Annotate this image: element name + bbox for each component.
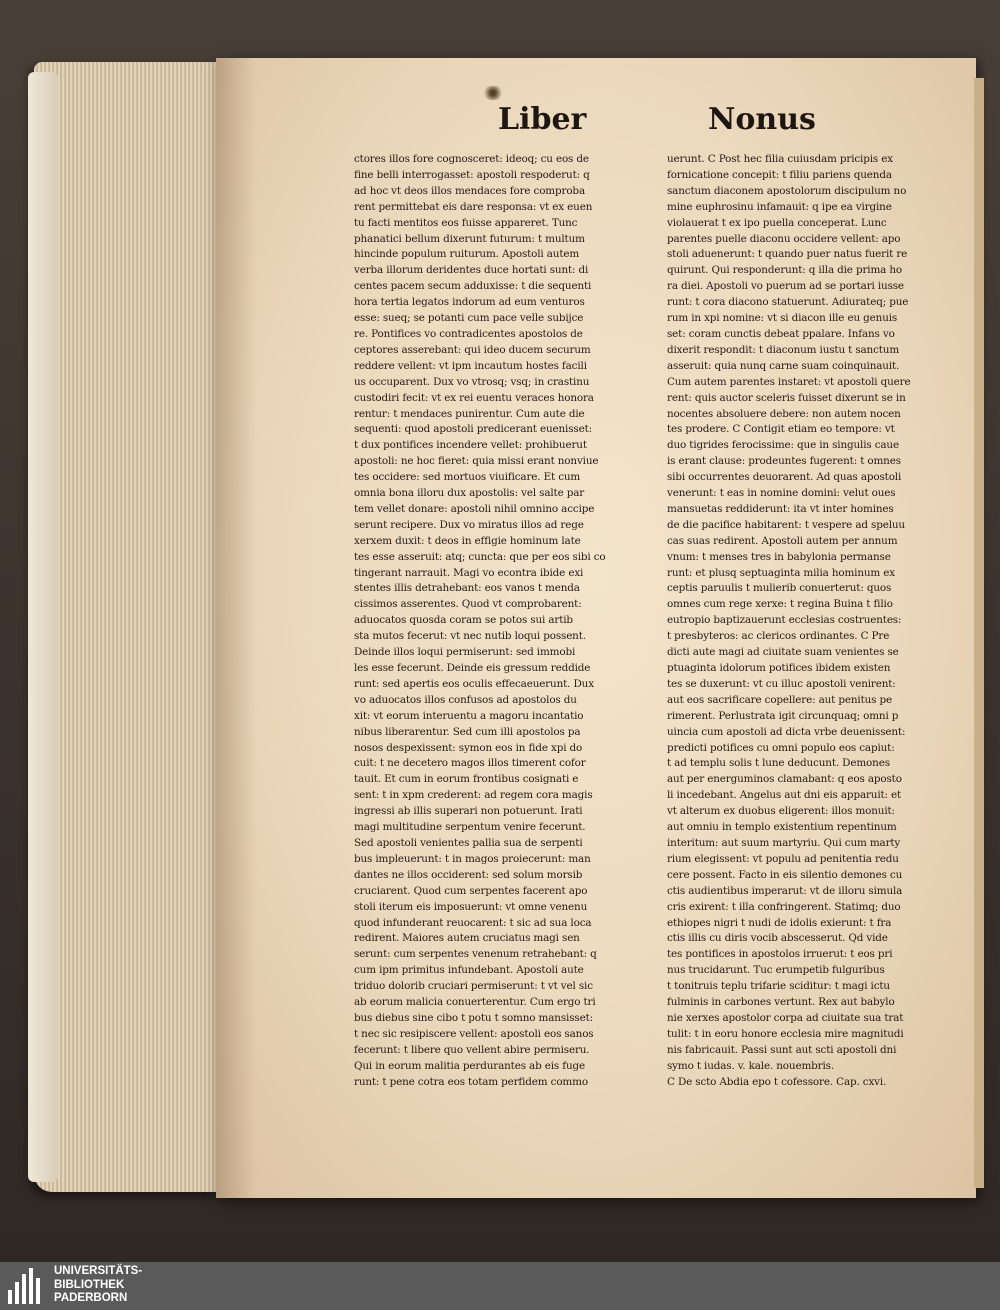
text-line: venerunt: t eas in nomine domini: velut oues: [667, 487, 896, 500]
text-line: Cum autem parentes instaret: vt apostoli quere: [667, 375, 911, 388]
text-line: t presbyteros: ac clericos ordinantes. C Pre: [667, 630, 890, 643]
text-line: tes esse asseruit: atq; cuncta: que per eos sibi co: [354, 550, 606, 563]
text-line: symo t iudas. v. kale. nouembris.: [667, 1059, 834, 1072]
text-line: cum ipm primitus infundebant. Apostoli aute: [354, 964, 584, 977]
library-logo-icon: [8, 1268, 46, 1304]
text-line: cissimos asserentes. Quod vt comprobarent:: [354, 598, 582, 611]
text-line: interitum: aut suum martyriu. Qui cum marty: [667, 836, 901, 849]
text-line: hincinde populum ruiturum. Apostoli autem: [354, 248, 580, 261]
text-line: hora tertia legatos indorum ad eum venturos: [354, 296, 585, 309]
text-line: apostoli: ne hoc fieret: quia missi erant nonviue: [354, 455, 599, 468]
text-column-right: [667, 152, 967, 1090]
text-line: tes pontifices in apostolos irruerut: t eos pri: [667, 948, 893, 961]
text-line: omnia bona illoru dux apostolis: vel salte par: [354, 487, 585, 500]
text-line: runt: sed apertis eos oculis effecaeuerunt. Dux: [354, 677, 594, 690]
text-line: tulit: t in eoru honore ecclesia mire magnitudi: [667, 1027, 904, 1040]
text-line: Sed apostoli venientes pallia sua de serpenti: [354, 836, 583, 849]
text-line: tauit. Et cum in eorum frontibus cosignati e: [354, 773, 579, 786]
text-line: bus impleuerunt: t in magos proiecerunt: man: [354, 852, 591, 865]
text-line: vnum: t menses tres in babylonia permanse: [667, 550, 891, 563]
text-line: rentur: t mendaces punirentur. Cum aute die: [354, 407, 585, 420]
text-line: ceptores asserebant: qui ideo ducem securum: [354, 343, 591, 356]
text-line: cris exirent: t illa confringerent. Statimq; duo: [667, 900, 901, 913]
text-line: C De scto Abdia epo t cofessore. Cap. cxvi.: [667, 1075, 887, 1088]
text-line: cruciarent. Quod cum serpentes facerent apo: [354, 884, 588, 897]
text-line: ctores illos fore cognosceret: ideoq; cu eos de: [354, 153, 589, 165]
text-line: re. Pontifices vo contradicentes apostolos de: [354, 327, 583, 340]
text-line: t nec sic resipiscere vellent: apostoli eos sanos: [354, 1027, 594, 1040]
text-line: dantes ne illos occiderent: sed solum morsib: [354, 868, 583, 881]
text-line: Qui in eorum malitia perdurantes ab eis fuge: [354, 1059, 585, 1072]
text-line: xit: vt eorum interuentu a magoru incantatio: [354, 709, 584, 722]
text-line: centes pacem secum adduxisse: t die sequenti: [354, 280, 592, 293]
logo-line-2: BIBLIOTHEK: [54, 1278, 125, 1291]
text-line: t tonitruis teplu trifarie sciditur: t magi ictu: [667, 980, 890, 993]
text-line: us occuparent. Dux vo vtrosq; vsq; in crastinu: [354, 375, 590, 388]
text-line: is erant clause: prodeuntes fugerent: t omnes: [667, 455, 901, 468]
text-line: triduo dolorib cruciari permiserunt: t vt vel sic: [354, 980, 593, 993]
text-line: nibus liberarentur. Sed cum illi apostolos pa: [354, 725, 581, 738]
logo-line-3: PADERBORN: [54, 1292, 128, 1304]
text-line: rent permittebat eis dare responsa: vt ex euen: [354, 200, 593, 213]
text-line: omnes cum rege xerxe: t regina Buina t filio: [667, 598, 893, 611]
text-line: cas suas redirent. Apostoli autem per annum: [667, 534, 898, 547]
text-line: aut eos sacrificare copellere: aut penitus pe: [667, 693, 892, 706]
text-line: runt: t pene cotra eos totam perfidem commo: [354, 1075, 588, 1088]
text-line: ab eorum malicia conuerterentur. Cum ergo tri: [354, 996, 596, 1009]
library-footer: [0, 1262, 1000, 1310]
text-line: rent: quis auctor sceleris fuisset dixerunt se in: [667, 391, 906, 404]
text-line: cuit: t ne decetero magos illos timerent cofor: [354, 757, 586, 770]
ink-blot: [482, 86, 504, 100]
text-line: tu facti mentitos eos fuisse appareret. Tunc: [354, 216, 578, 229]
text-line: sanctum diaconem apostolorum discipulum no: [667, 184, 907, 197]
text-line: runt: t cora diacono statuerunt. Adiurateq; pue: [667, 296, 909, 309]
text-line: xerxem duxit: t deos in effigie hominum late: [354, 534, 581, 547]
text-line: rimerent. Perlustrata igit circunquaq; omni p: [667, 709, 899, 722]
text-line: ethiopes nigri t nudi de idolis exierunt: t fra: [667, 916, 892, 929]
text-line: mine euphrosinu infamauit: q ipe ea virgine: [667, 200, 892, 213]
running-head-left: Liber: [498, 102, 587, 137]
text-line: mansuetas reddiderunt: ita vt inter homines: [667, 502, 894, 515]
book-board: [28, 72, 58, 1182]
logo-line-1: UNIVERSITÄTS-: [54, 1265, 143, 1277]
text-line: quirunt. Qui responderunt: q illa die prima ho: [667, 264, 903, 277]
text-line: stoli aduenerunt: t quando puer natus fuerit re: [667, 248, 908, 261]
text-line: stoli iterum eis imposuerunt: vt omne venenu: [354, 900, 588, 913]
text-line: nocentes absoluere debere: non autem nocen: [667, 407, 901, 420]
text-line: cere possent. Facto in eis silentio demones cu: [667, 868, 903, 881]
text-line: quod infunderant reuocarent: t sic ad sua loca: [354, 916, 592, 929]
text-line: uincia cum apostoli ad dicta vrbe deuenissent:: [667, 725, 906, 738]
text-line: ptuaginta idolorum potifices ibidem existen: [667, 662, 891, 674]
text-line: fulminis in carbones vertunt. Rex aut babylo: [667, 996, 895, 1009]
text-line: t dux pontifices incendere vellet: prohibuerut: [354, 439, 587, 452]
text-line: dixerit respondit: t diaconum iustu t sanctum: [667, 343, 900, 356]
text-column-left: [354, 152, 654, 1090]
text-line: reddere vellent: vt ipm incautum hostes facili: [354, 359, 587, 372]
text-line: Deinde illos loqui permiserunt: sed immobi: [354, 646, 576, 659]
text-line: sibi occurrentes deuorarent. Ad quas apostoli: [667, 471, 902, 484]
text-line: eutropio baptizauerunt ecclesias costruentes:: [667, 614, 902, 627]
text-line: rium elegissent: vt populu ad penitentia redu: [667, 852, 899, 865]
text-line: phanatici bellum dixerunt futurum: t multum: [354, 232, 585, 245]
text-line: li incedebant. Angelus aut dni eis apparuit: et: [667, 789, 902, 802]
running-head-right: Nonus: [708, 102, 816, 137]
text-line: aut omniu in templo existentium repentinum: [667, 821, 897, 834]
text-line: magi multitudine serpentum venire fecerunt.: [354, 821, 586, 834]
text-line: esse: sueq; se potanti cum pace velle subijce: [354, 312, 584, 325]
book-page: [216, 58, 976, 1198]
text-line: sent: t in xpm crederent: ad regem cora magis: [354, 789, 593, 802]
book-fore-edge: [34, 62, 220, 1192]
text-line: fine belli interrogasset: apostoli respoderut: q: [354, 168, 590, 181]
text-line: ceptis paruulis t mulierib conuerterut: quos: [667, 582, 892, 595]
text-line: de die pacifice habitarent: t vespere ad speluu: [667, 518, 905, 531]
text-line: rum in xpi nomine: vt si diacon ille eu genuis: [667, 312, 898, 325]
text-line: vo aduocatos illos confusos ad apostolos du: [354, 693, 577, 706]
text-line: ad hoc vt deos illos mendaces fore comproba: [354, 184, 585, 197]
text-line: violauerat t ex ipo puella conceperat. Lunc: [667, 216, 887, 229]
text-line: nus trucidarunt. Tuc erumpetib fulguribus: [667, 964, 885, 977]
text-line: t ad templu solis t lune deducunt. Demones: [667, 757, 890, 770]
text-line: asseruit: quia nunq carne suam coinquinauit.: [667, 359, 900, 372]
text-line: nosos despexissent: symon eos in fide xpi do: [354, 741, 583, 754]
text-line: verba illorum deridentes duce hortati sunt: di: [354, 264, 589, 277]
text-line: dicti aute magi ad ciuitate suam venientes se: [667, 646, 899, 659]
text-line: tes prodere. C Contigit etiam eo tempore: vt: [667, 423, 895, 436]
text-line: fornicatione concepit: t filiu pariens quenda: [667, 168, 892, 181]
text-line: sequenti: quod apostoli predicerant euenisset:: [354, 423, 592, 436]
text-line: ingressi ab illis superari non potuerunt. Irati: [354, 805, 583, 818]
library-logo-text: [54, 1265, 142, 1306]
text-line: duo tigrides ferocissime: que in singulis caue: [667, 439, 899, 452]
text-line: sta mutos fecerut: vt nec nutib loqui possent.: [354, 630, 586, 643]
page-edge: [974, 78, 984, 1188]
text-line: nie xerxes apostolor corpa ad ciuitate sua trat: [667, 1011, 904, 1024]
text-line: custodiri fecit: vt ex rei euentu veraces honora: [354, 391, 594, 404]
text-line: ctis audientibus imperarut: vt de illoru simula: [667, 884, 903, 897]
text-line: aduocatos quosda coram se potos sui artib: [354, 614, 573, 627]
text-line: bus diebus sine cibo t potu t somno mansisset:: [354, 1011, 593, 1024]
gutter-shadow: [216, 58, 256, 1198]
text-line: predicti potifices cu omni populo eos capiut:: [667, 741, 895, 754]
text-line: tes occidere: sed mortuos viuificare. Et cum: [354, 471, 581, 484]
text-line: les esse fecerunt. Deinde eis gressum reddide: [354, 662, 591, 674]
text-line: ctis illis cu diris vocib abscesserut. Qd vide: [667, 932, 888, 945]
text-line: tem vellet donare: apostoli nihil omnino accipe: [354, 502, 595, 515]
text-line: runt: et plusq septuaginta milia hominum ex: [667, 566, 895, 579]
text-line: tingerant narrauit. Magi vo econtra ibide exi: [354, 566, 584, 579]
text-line: serunt: cum serpentes venenum retrahebant: q: [354, 948, 597, 961]
text-line: nis fabricauit. Passi sunt aut scti apostoli dni: [667, 1043, 897, 1056]
text-line: ra diei. Apostoli vo puerum ad se portari iusse: [667, 280, 904, 293]
text-line: stentes illis detrahebant: eos vanos t menda: [354, 582, 580, 595]
text-line: aut per energuminos clamabant: q eos aposto: [667, 773, 902, 786]
text-line: vt alterum ex duobus eligerent: illos monuit:: [667, 805, 895, 818]
text-line: set: coram cunctis debeat ppalare. Infans vo: [667, 327, 895, 340]
text-line: fecerunt: t libere quo vellent abire permiseru.: [354, 1043, 590, 1056]
text-line: uerunt. C Post hec filia cuiusdam pricipis ex: [667, 153, 893, 165]
text-line: serunt recipere. Dux vo miratus illos ad rege: [354, 518, 584, 531]
text-line: tes se duxerunt: vt cu illuc apostoli venirent:: [667, 677, 896, 690]
text-line: redirent. Maiores autem cruciatus magi sen: [354, 932, 580, 945]
text-line: parentes puelle diaconu occidere vellent: apo: [667, 232, 901, 245]
